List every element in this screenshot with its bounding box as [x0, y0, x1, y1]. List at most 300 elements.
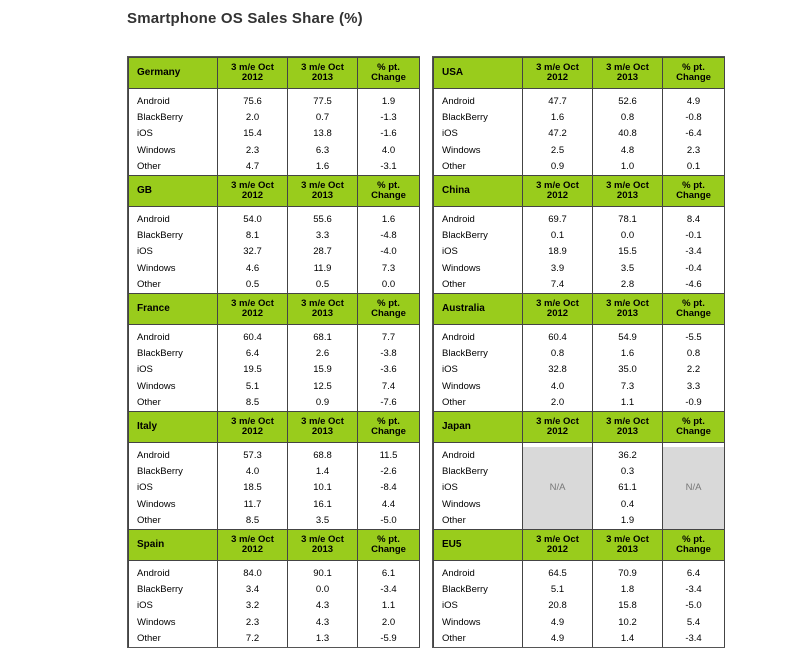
- region-table-china: [433, 175, 725, 293]
- region-table-spain: [128, 529, 420, 647]
- value-2012: 4.7: [218, 159, 288, 175]
- value-2012: 57.3: [218, 447, 288, 463]
- column-header-line: 2012: [546, 426, 569, 437]
- value-2013: 77.5: [288, 93, 358, 109]
- os-name: iOS: [129, 598, 218, 614]
- value-2013: 12.5: [288, 378, 358, 394]
- column-header-line: 3 m/e Oct: [606, 62, 649, 73]
- value-change: -3.1: [358, 159, 420, 175]
- value-change: -2.6: [358, 463, 420, 479]
- value-change: 6.4: [663, 565, 725, 581]
- column-header-line: 2013: [616, 72, 639, 83]
- os-name: iOS: [434, 244, 523, 260]
- value-change: -3.4: [663, 581, 725, 597]
- column-header-0: [523, 412, 593, 443]
- os-name: Android: [129, 211, 218, 227]
- table-row: [434, 362, 725, 378]
- table-row: [129, 581, 420, 597]
- column-header-line: % pt.: [377, 180, 400, 191]
- value-2013: 2.8: [593, 277, 663, 293]
- column-header-1: [593, 412, 663, 443]
- value-2013: 90.1: [288, 565, 358, 581]
- column-header-line: 2013: [616, 190, 639, 201]
- table-row: [434, 345, 725, 361]
- region-table-gb: [128, 175, 420, 293]
- value-2012: 1.6: [523, 109, 593, 125]
- region-name: Australia: [434, 294, 523, 325]
- value-2013: 54.9: [593, 329, 663, 345]
- value-change: -3.6: [358, 362, 420, 378]
- column-header-line: 3 m/e Oct: [301, 180, 344, 191]
- table-row: [129, 598, 420, 614]
- table-row: [129, 227, 420, 243]
- column-header-line: 2013: [311, 544, 334, 555]
- table-row: [129, 362, 420, 378]
- value-2013: 1.0: [593, 159, 663, 175]
- value-2013: 4.3: [288, 614, 358, 630]
- table-row: [434, 260, 725, 276]
- value-2012: 60.4: [218, 329, 288, 345]
- column-header-line: 3 m/e Oct: [231, 534, 274, 545]
- region-name: France: [129, 294, 218, 325]
- region-block-italy: [128, 411, 419, 529]
- column-header-line: 3 m/e Oct: [536, 180, 579, 191]
- column-header-line: 3 m/e Oct: [606, 416, 649, 427]
- column-header-line: % pt.: [377, 298, 400, 309]
- table-row: [129, 109, 420, 125]
- value-change: 4.0: [358, 142, 420, 158]
- os-name: Other: [434, 277, 523, 293]
- value-change: 2.2: [663, 362, 725, 378]
- os-name: Android: [129, 447, 218, 463]
- region-header-row: [129, 294, 420, 325]
- region-table-japan: [433, 411, 725, 529]
- value-2013: 15.9: [288, 362, 358, 378]
- region-block-france: [128, 293, 419, 411]
- column-header-line: 2012: [546, 308, 569, 319]
- value-2013: 4.3: [288, 598, 358, 614]
- os-name: Windows: [434, 260, 523, 276]
- os-name: iOS: [434, 126, 523, 142]
- value-change: 2.3: [663, 142, 725, 158]
- value-2012: 2.3: [218, 614, 288, 630]
- os-name: Windows: [129, 614, 218, 630]
- value-2013: 0.3: [593, 463, 663, 479]
- column-header-line: % pt.: [377, 416, 400, 427]
- table-row: [434, 109, 725, 125]
- value-2012: 11.7: [218, 496, 288, 512]
- os-name: iOS: [434, 598, 523, 614]
- column-header-0: [218, 412, 288, 443]
- column-header-line: % pt.: [682, 180, 705, 191]
- column-header-line: 3 m/e Oct: [536, 62, 579, 73]
- value-change: -4.6: [663, 277, 725, 293]
- column-header-line: 3 m/e Oct: [301, 534, 344, 545]
- value-2013: 28.7: [288, 244, 358, 260]
- value-change: -0.1: [663, 227, 725, 243]
- os-name: iOS: [434, 362, 523, 378]
- os-name: Other: [129, 277, 218, 293]
- column-header-line: 3 m/e Oct: [606, 534, 649, 545]
- table-row: [129, 260, 420, 276]
- value-2013: 1.3: [288, 631, 358, 647]
- value-2012: 0.9: [523, 159, 593, 175]
- table-row: [129, 159, 420, 175]
- value-change: -5.0: [358, 513, 420, 529]
- table-row: [434, 329, 725, 345]
- region-header-row: [129, 530, 420, 561]
- value-change: -3.8: [358, 345, 420, 361]
- value-2012: 84.0: [218, 565, 288, 581]
- region-table-eu5: [433, 529, 725, 647]
- value-2012: 20.8: [523, 598, 593, 614]
- table-row: [129, 277, 420, 293]
- value-change: -3.4: [663, 244, 725, 260]
- value-2012: 7.2: [218, 631, 288, 647]
- table-row: [129, 93, 420, 109]
- value-2013: 52.6: [593, 93, 663, 109]
- column-header-line: 3 m/e Oct: [536, 298, 579, 309]
- column-header-line: Change: [676, 72, 711, 83]
- value-2012: 64.5: [523, 565, 593, 581]
- value-change: 6.1: [358, 565, 420, 581]
- value-2012: 2.0: [218, 109, 288, 125]
- column-header-1: [593, 176, 663, 207]
- value-2012: 69.7: [523, 211, 593, 227]
- column-header-line: % pt.: [682, 62, 705, 73]
- region-header-row: [434, 412, 725, 443]
- value-2013: 35.0: [593, 362, 663, 378]
- region-table-france: [128, 293, 420, 411]
- value-2013: 68.1: [288, 329, 358, 345]
- column-header-1: [288, 412, 358, 443]
- os-name: Windows: [434, 378, 523, 394]
- table-row: [434, 378, 725, 394]
- value-2013: 0.0: [288, 581, 358, 597]
- region-name: China: [434, 176, 523, 207]
- column-header-1: [288, 176, 358, 207]
- column-header-1: [288, 530, 358, 561]
- column-header-line: % pt.: [682, 534, 705, 545]
- region-block-gb: [128, 175, 419, 293]
- value-change: -3.4: [358, 581, 420, 597]
- column-header-line: 3 m/e Oct: [301, 298, 344, 309]
- value-2012: 8.1: [218, 227, 288, 243]
- value-change: -0.4: [663, 260, 725, 276]
- value-2013: 0.7: [288, 109, 358, 125]
- value-change: 4.4: [358, 496, 420, 512]
- region-name: Italy: [129, 412, 218, 443]
- table-row: [434, 581, 725, 597]
- value-change: 2.0: [358, 614, 420, 630]
- os-name: iOS: [129, 244, 218, 260]
- value-change: -6.4: [663, 126, 725, 142]
- value-2013: 1.1: [593, 395, 663, 411]
- value-change: 0.8: [663, 345, 725, 361]
- value-2012: 47.7: [523, 93, 593, 109]
- column-header-0: [218, 294, 288, 325]
- column-header-line: 3 m/e Oct: [301, 62, 344, 73]
- table-row: [129, 378, 420, 394]
- column-header-line: Change: [676, 426, 711, 437]
- value-2012: 32.8: [523, 362, 593, 378]
- column-header-1: [593, 294, 663, 325]
- value-2012: 4.0: [218, 463, 288, 479]
- value-change: 7.4: [358, 378, 420, 394]
- value-2012: 8.5: [218, 395, 288, 411]
- value-change: -4.0: [358, 244, 420, 260]
- value-2012: 5.1: [523, 581, 593, 597]
- table-row: [434, 598, 725, 614]
- os-name: Android: [129, 565, 218, 581]
- value-change: 4.9: [663, 93, 725, 109]
- column-header-2: [663, 58, 725, 89]
- os-name: Other: [129, 159, 218, 175]
- value-2012: 4.0: [523, 378, 593, 394]
- column-header-2: [663, 176, 725, 207]
- value-2012: 2.3: [218, 142, 288, 158]
- column-header-line: 2012: [241, 308, 264, 319]
- region-table-germany: [128, 57, 420, 175]
- value-2012: 4.6: [218, 260, 288, 276]
- value-change: 8.4: [663, 211, 725, 227]
- os-name: BlackBerry: [129, 581, 218, 597]
- region-name: USA: [434, 58, 523, 89]
- region-name: Spain: [129, 530, 218, 561]
- table-row: [434, 447, 725, 463]
- value-change: -4.8: [358, 227, 420, 243]
- table-row: [129, 463, 420, 479]
- value-change: 0.1: [663, 159, 725, 175]
- table-row: [129, 447, 420, 463]
- column-header-2: [358, 176, 420, 207]
- region-block-spain: [128, 529, 419, 647]
- os-name: Windows: [129, 260, 218, 276]
- column-header-line: 2012: [546, 544, 569, 555]
- column-header-line: 2013: [311, 308, 334, 319]
- column-header-line: 3 m/e Oct: [231, 180, 274, 191]
- table-row: [129, 395, 420, 411]
- os-name: Windows: [129, 378, 218, 394]
- column-header-line: 2013: [616, 544, 639, 555]
- column-header-line: 2012: [241, 426, 264, 437]
- region-header-row: [434, 58, 725, 89]
- na-cell-2012: N/A: [523, 447, 593, 529]
- value-change: -0.8: [663, 109, 725, 125]
- value-change: 1.1: [358, 598, 420, 614]
- value-2012: 4.9: [523, 614, 593, 630]
- value-2013: 16.1: [288, 496, 358, 512]
- value-2012: 6.4: [218, 345, 288, 361]
- left-table-column: [127, 56, 420, 648]
- right-table-column: [432, 56, 725, 648]
- table-row: [129, 345, 420, 361]
- column-header-0: [523, 294, 593, 325]
- value-2012: 75.6: [218, 93, 288, 109]
- column-header-line: 2013: [616, 426, 639, 437]
- value-2013: 0.4: [593, 496, 663, 512]
- os-name: Android: [129, 93, 218, 109]
- os-name: Other: [129, 513, 218, 529]
- table-row: [434, 126, 725, 142]
- value-2013: 36.2: [593, 447, 663, 463]
- os-name: BlackBerry: [434, 109, 523, 125]
- os-name: iOS: [129, 362, 218, 378]
- region-header-row: [434, 530, 725, 561]
- os-name: Windows: [434, 496, 523, 512]
- region-block-australia: [433, 293, 724, 411]
- column-header-line: Change: [371, 426, 406, 437]
- os-name: BlackBerry: [434, 227, 523, 243]
- table-row: [434, 631, 725, 647]
- region-block-germany: [128, 57, 419, 175]
- os-name: Other: [434, 395, 523, 411]
- value-2012: 7.4: [523, 277, 593, 293]
- column-header-line: 2012: [241, 190, 264, 201]
- value-2012: 32.7: [218, 244, 288, 260]
- value-2013: 61.1: [593, 480, 663, 496]
- value-2012: 54.0: [218, 211, 288, 227]
- column-header-1: [593, 530, 663, 561]
- os-name: Other: [434, 159, 523, 175]
- value-change: -1.3: [358, 109, 420, 125]
- value-change: -1.6: [358, 126, 420, 142]
- table-row: [129, 329, 420, 345]
- column-header-1: [288, 294, 358, 325]
- value-change: -0.9: [663, 395, 725, 411]
- value-change: -5.0: [663, 598, 725, 614]
- column-header-line: 2013: [311, 72, 334, 83]
- value-2013: 0.5: [288, 277, 358, 293]
- value-change: 1.9: [358, 93, 420, 109]
- column-header-2: [358, 58, 420, 89]
- table-row: [434, 142, 725, 158]
- column-header-line: 2012: [546, 72, 569, 83]
- column-header-line: Change: [676, 308, 711, 319]
- value-2013: 40.8: [593, 126, 663, 142]
- value-change: -8.4: [358, 480, 420, 496]
- region-name: Japan: [434, 412, 523, 443]
- column-header-line: % pt.: [377, 62, 400, 73]
- value-2013: 1.4: [288, 463, 358, 479]
- value-2013: 4.8: [593, 142, 663, 158]
- region-table-usa: [433, 57, 725, 175]
- column-header-line: 2013: [311, 190, 334, 201]
- column-header-0: [523, 58, 593, 89]
- value-2012: 0.1: [523, 227, 593, 243]
- table-row: [129, 565, 420, 581]
- value-2013: 15.8: [593, 598, 663, 614]
- value-2012: 5.1: [218, 378, 288, 394]
- column-header-line: 3 m/e Oct: [606, 298, 649, 309]
- column-header-2: [663, 294, 725, 325]
- value-2012: 0.8: [523, 345, 593, 361]
- os-name: BlackBerry: [129, 109, 218, 125]
- column-header-2: [358, 294, 420, 325]
- os-name: Other: [434, 513, 523, 529]
- os-name: iOS: [129, 126, 218, 142]
- column-header-2: [663, 412, 725, 443]
- os-name: iOS: [129, 480, 218, 496]
- value-2013: 0.8: [593, 109, 663, 125]
- os-name: Other: [129, 631, 218, 647]
- value-2013: 1.6: [593, 345, 663, 361]
- value-2012: 47.2: [523, 126, 593, 142]
- column-header-line: 3 m/e Oct: [231, 298, 274, 309]
- table-row: [129, 211, 420, 227]
- value-2013: 10.1: [288, 480, 358, 496]
- value-2013: 6.3: [288, 142, 358, 158]
- os-name: Windows: [129, 496, 218, 512]
- value-2013: 11.9: [288, 260, 358, 276]
- column-header-0: [218, 58, 288, 89]
- column-header-0: [218, 530, 288, 561]
- value-2012: 3.9: [523, 260, 593, 276]
- value-2013: 78.1: [593, 211, 663, 227]
- column-header-0: [218, 176, 288, 207]
- table-row: [434, 211, 725, 227]
- os-name: Windows: [129, 142, 218, 158]
- os-name: Android: [434, 565, 523, 581]
- value-2012: 60.4: [523, 329, 593, 345]
- value-2013: 1.6: [288, 159, 358, 175]
- table-row: [434, 277, 725, 293]
- region-table-australia: [433, 293, 725, 411]
- column-header-line: 2012: [241, 72, 264, 83]
- column-header-2: [358, 530, 420, 561]
- column-header-line: % pt.: [377, 534, 400, 545]
- value-change: -3.4: [663, 631, 725, 647]
- os-name: Other: [129, 395, 218, 411]
- value-change: -5.5: [663, 329, 725, 345]
- value-2012: 2.0: [523, 395, 593, 411]
- table-row: [434, 227, 725, 243]
- value-2012: 18.9: [523, 244, 593, 260]
- table-row: [129, 126, 420, 142]
- value-2013: 68.8: [288, 447, 358, 463]
- column-header-line: Change: [371, 72, 406, 83]
- column-header-line: 3 m/e Oct: [606, 180, 649, 191]
- region-name: GB: [129, 176, 218, 207]
- value-2013: 2.6: [288, 345, 358, 361]
- table-row: [434, 93, 725, 109]
- value-change: 3.3: [663, 378, 725, 394]
- value-change: 0.0: [358, 277, 420, 293]
- table-row: [434, 614, 725, 630]
- table-row: [129, 631, 420, 647]
- column-header-line: 2013: [311, 426, 334, 437]
- os-name: Android: [434, 93, 523, 109]
- os-name: Android: [434, 329, 523, 345]
- value-2012: 3.4: [218, 581, 288, 597]
- value-change: 7.7: [358, 329, 420, 345]
- value-2013: 55.6: [288, 211, 358, 227]
- region-header-row: [129, 176, 420, 207]
- os-name: Android: [434, 447, 523, 463]
- os-name: BlackBerry: [129, 227, 218, 243]
- value-change: -7.6: [358, 395, 420, 411]
- column-header-0: [523, 176, 593, 207]
- column-header-0: [523, 530, 593, 561]
- column-header-line: 3 m/e Oct: [231, 62, 274, 73]
- os-name: Android: [129, 329, 218, 345]
- column-header-line: 3 m/e Oct: [301, 416, 344, 427]
- na-cell-change: N/A: [663, 447, 725, 529]
- value-2013: 13.8: [288, 126, 358, 142]
- column-header-line: 3 m/e Oct: [536, 416, 579, 427]
- os-name: BlackBerry: [129, 463, 218, 479]
- region-header-row: [129, 58, 420, 89]
